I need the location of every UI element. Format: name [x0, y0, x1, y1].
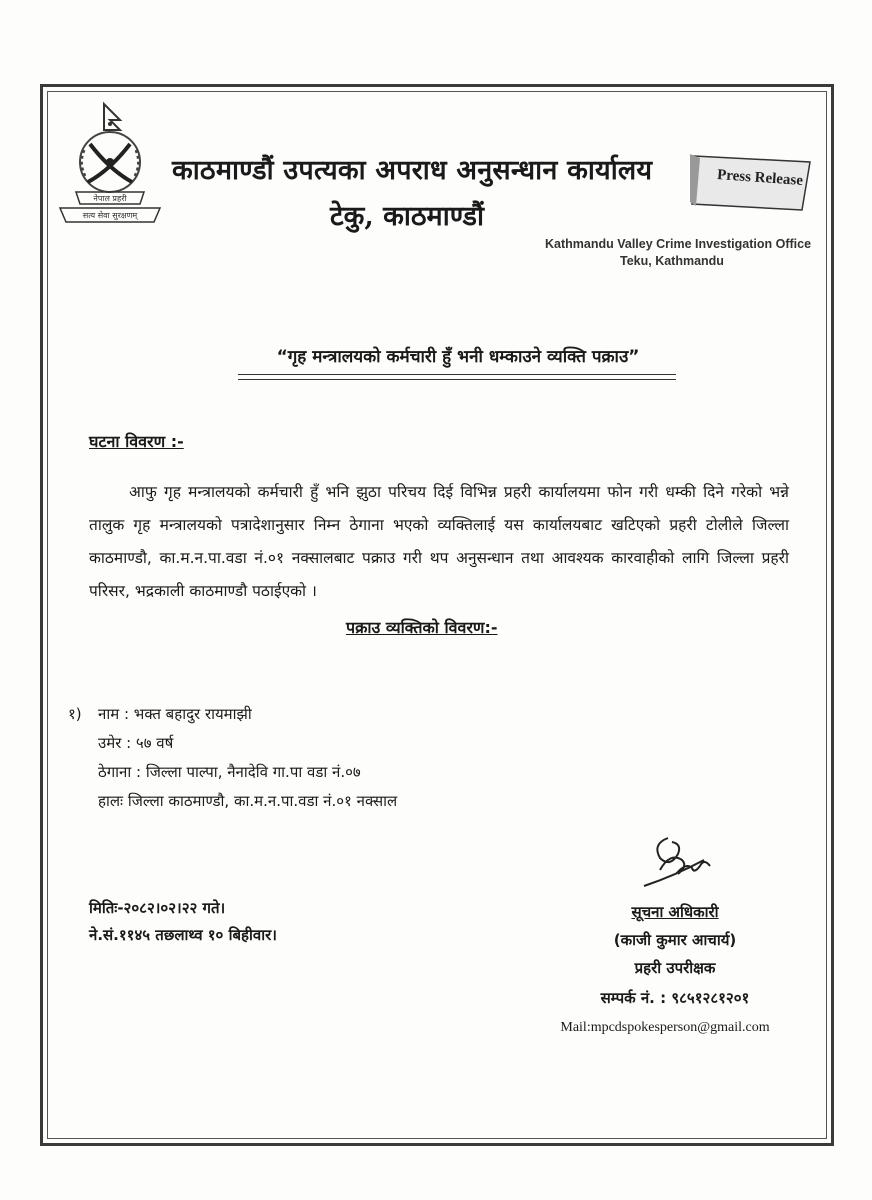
signatory-email: Mail:mpcdspokesperson@gmail.com: [560, 1020, 770, 1035]
headline: “गृह मन्त्रालयको कर्मचारी हुँ भनी धम्काउने व्यक्ति पक्राउ”: [276, 347, 640, 367]
incident-body: आफु गृह मन्त्रालयको कर्मचारी हुँ भनि झुठा परिचय दिई विभिन्न प्रहरी कार्यालयमा फोन गरी धम्की दिने गरेको भन्ने तालुक गृह मन्त्रालयको पत्रादेशानुसार निम्न ठेगाना भएको व्यक्तिलाई यस कार्यालयबाट खटिएको प्रहरी टोलीले जिल्ला काठमाण्डौ, का.म.न.पा.वडा नं.०१ नक्सालबाट पक्राउ गरी थप अनुसन्धान तथा आवश्यक कारवाहीको लागि जिल्ला प्रहरी परिसर, भद्रकाली काठमाण्डौ पठाईएको ।: [89, 483, 789, 600]
arrested-heading: पक्राउ व्यक्तिको विवरण:-: [346, 618, 498, 637]
headline-underline: [238, 374, 676, 375]
signatory-rank: प्रहरी उपरीक्षक: [634, 959, 716, 977]
person-name: नाम : भक्त बहादुर रायमाझी: [98, 705, 252, 723]
office-name-nepali: काठमाण्डौं उपत्यका अपराध अनुसन्धान कार्यालय: [172, 155, 653, 186]
person-age: उमेर : ५७ वर्ष: [98, 734, 174, 752]
signatory-phone: सम्पर्क नं. : ९८५१२८१२०१: [600, 989, 750, 1007]
headline-underline-double: [238, 379, 676, 380]
press-release-label: Press Release: [716, 167, 804, 189]
office-location-english: Teku, Kathmandu: [620, 254, 724, 268]
person-index: १): [68, 705, 82, 723]
office-name-english: Kathmandu Valley Crime Investigation Office: [545, 237, 812, 251]
office-location-nepali: टेकु, काठमाण्डौं: [330, 201, 484, 232]
date-nepal-sambat: ने.सं.११४५ तछलाथ्व १० बिहीवार।: [89, 926, 277, 944]
emblem-text-bottom: सत्य सेवा सुरक्षणम्: [82, 211, 138, 220]
nepal-police-emblem-icon: [54, 100, 166, 228]
arrested-person-details: [68, 700, 397, 816]
incident-heading: घटना विवरण :-: [89, 432, 184, 451]
signatory-name: (काजी कुमार आचार्य): [613, 931, 737, 949]
person-address: ठेगाना : जिल्ला पाल्पा, नैनादेवि गा.पा वडा नं.०७: [98, 763, 361, 781]
date-bikram-sambat: मितिः-२०८२।०२।२२ गते।: [89, 899, 226, 917]
emblem-text-top: नेपाल प्रहरी: [93, 194, 127, 203]
person-current-address: हालः जिल्ला काठमाण्डौ, का.म.न.पा.वडा नं.०१ नक्साल: [98, 792, 398, 810]
signature-icon: [640, 830, 720, 892]
signatory-title: सूचना अधिकारी: [631, 903, 719, 921]
